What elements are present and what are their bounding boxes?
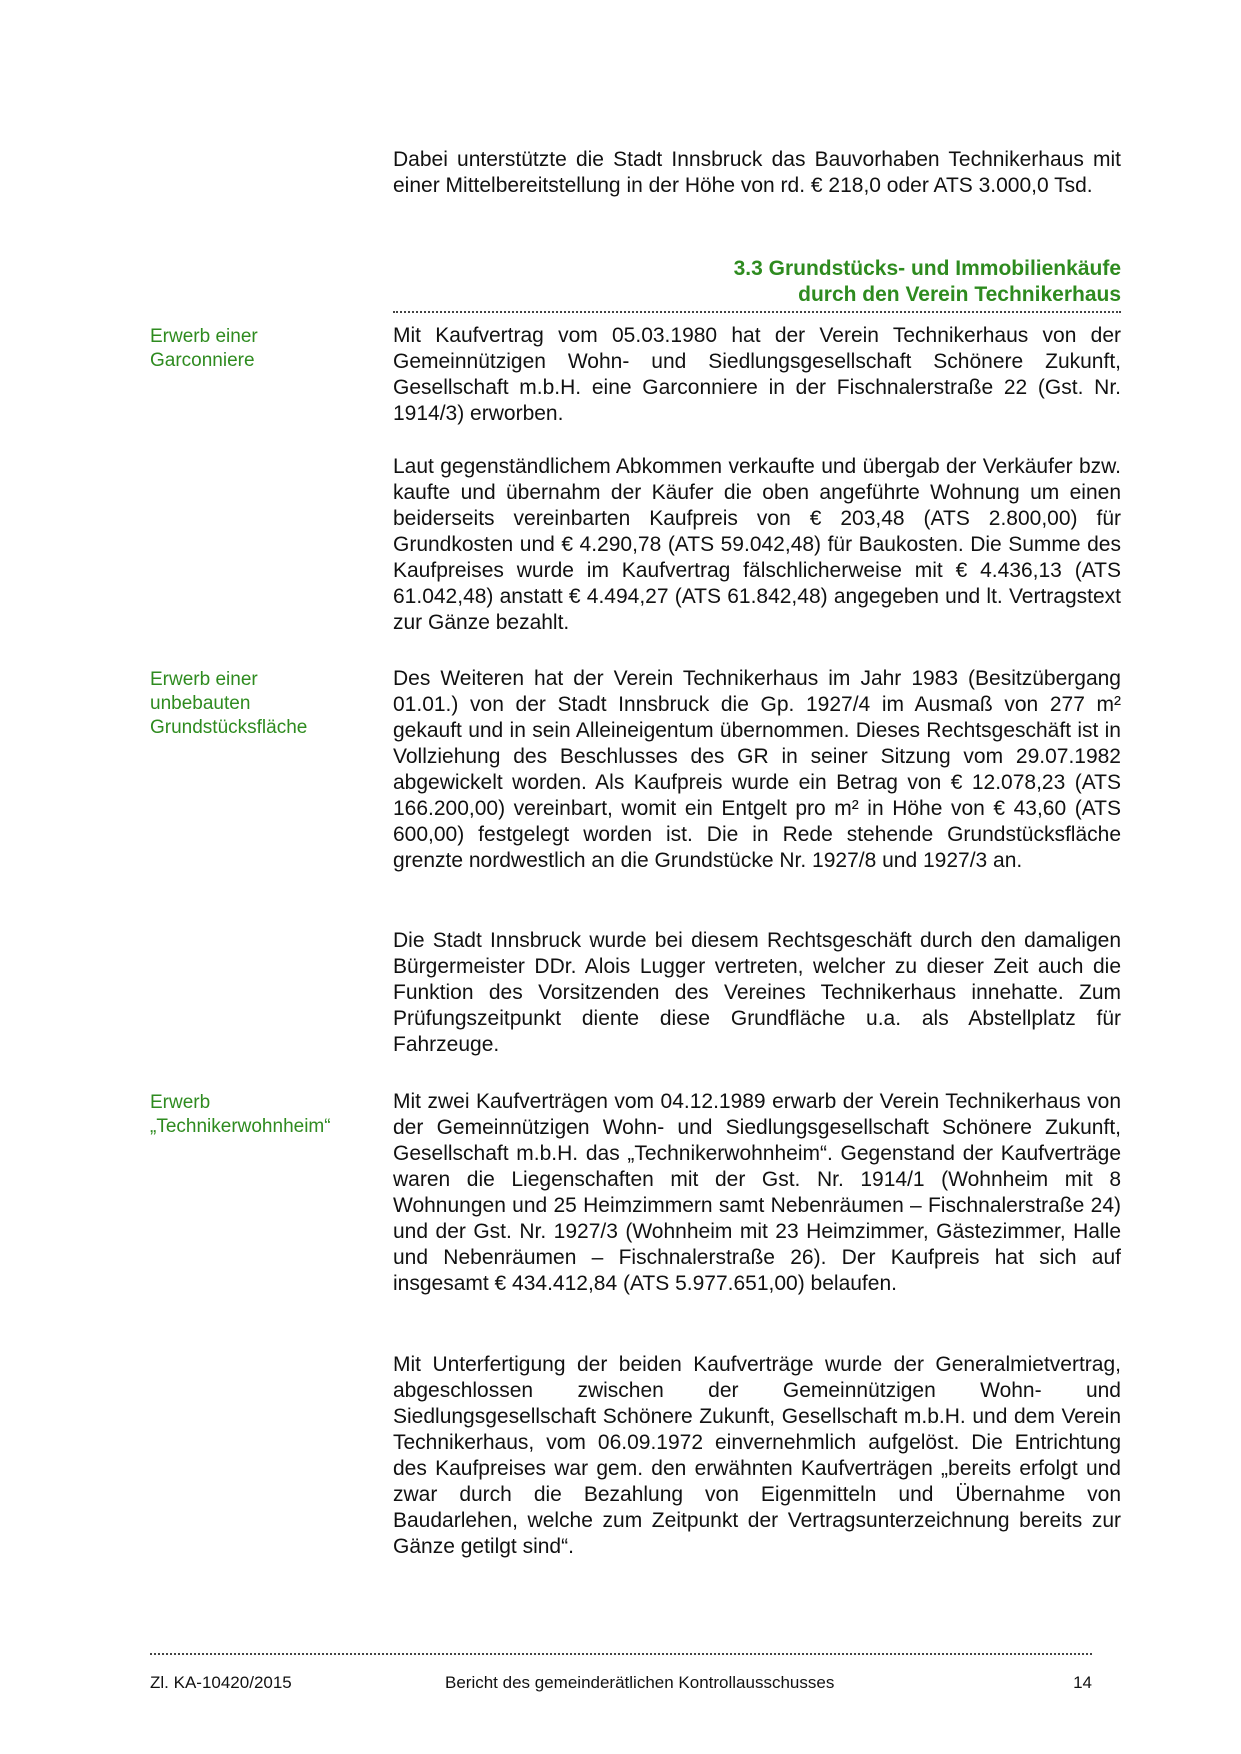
margin-note-technikerwohnheim: Erwerb „Technikerwohnheim“ — [150, 1092, 331, 1137]
section-heading-line-1: 3.3 Grundstücks- und Immobilienkäufe — [733, 257, 1121, 280]
section-heading — [393, 256, 1121, 308]
heading-divider — [393, 311, 1121, 313]
margin-note-unbuilt-plot: Erwerb einer unbebauten Grundstücksfläche — [150, 669, 308, 738]
paragraph-plot-purchase: Des Weiteren hat der Verein Technikerhaus im Jahr 1983 (Besitzübergang 01.01.) von der Stadt Innsbruck die Gp. 1927/4 im Ausmaß von 277 m² gekauft und in sein Alleineigentum übernommen. Dieses Rechtsgeschäft ist in Vollziehung des Beschlusses des GR in seiner Sitzung vom 29.07.1982 abgewickelt worden. Als Kaufpreis wurde ein Betrag von € 12.078,23 (ATS 166.200,00) vereinbart, womit ein Entgelt pro m² in Höhe von € 43,60 (ATS 600,00) festgelegt worden ist. Die in Rede stehende Grundstücksfläche grenzte nordwestlich an die Grundstücke Nr. 1927/8 und 1927/3 an. — [393, 667, 1121, 872]
footer-title: Bericht des gemeinderätlichen Kontrollausschusses — [445, 1673, 835, 1692]
paragraph-purchase-price: Laut gegenständlichem Abkommen verkaufte und übergab der Verkäufer bzw. kaufte und übernahm der Käufer die oben angeführte Wohnung um einen beiderseits vereinbarten Kaufpreis von € 203,48 (ATS 2.800,00) für Grundkosten und € 4.290,78 (ATS 59.042,48) für Baukosten. Die Summe des Kaufpreises wurde im Kaufvertrag fälschlicherweise mit € 4.436,13 (ATS 61.042,48) anstatt € 4.494,27 (ATS 61.842,48) angegeben und lt. Vertragstext zur Gänze bezahlt. — [393, 455, 1121, 634]
paragraph-mayor: Die Stadt Innsbruck wurde bei diesem Rechtsgeschäft durch den damaligen Bürgermeister DDr. Alois Lugger vertreten, welcher zu dieser Zeit auch die Funktion des Vorsitzenden des Vereines Technikerhaus innehatte. Zum Prüfungszeitpunkt diente diese Grundfläche u.a. als Abstellplatz für Fahrzeuge. — [393, 929, 1121, 1056]
page-number: 14 — [1073, 1673, 1092, 1692]
paragraph-lease-termination: Mit Unterfertigung der beiden Kaufverträge wurde der Generalmietvertrag, abgeschlossen zwischen der Gemeinnützigen Wohn- und Siedlungsgesellschaft Schönere Zukunft, Gesellschaft m.b.H. und dem Verein Technikerhaus, vom 06.09.1972 einvernehmlich aufgelöst. Die Entrichtung des Kaufpreises war gem. den erwähnten Kaufverträgen „bereits erfolgt und zwar durch die Bezahlung von Eigenmitteln und Übernahme von Baudarlehen, welche zum Zeitpunkt der Vertragsunterzeichnung bereits zur Gänze getilgt sind“. — [393, 1353, 1121, 1558]
margin-note-garconniere: Erwerb einer Garconniere — [150, 326, 258, 371]
paragraph-wohnheim-purchase: Mit zwei Kaufverträgen vom 04.12.1989 erwarb der Verein Technikerhaus von der Gemeinnützigen Wohn- und Siedlungsgesellschaft Schönere Zukunft, Gesellschaft m.b.H. das „Technikerwohnheim“. Gegenstand der Kaufverträge waren die Liegenschaften mit der Gst. Nr. 1914/1 (Wohnheim mit 8 Wohnungen und 25 Heimzimmern samt Nebenräumen – Fischnalerstraße 24) und der Gst. Nr. 1927/3 (Wohnheim mit 23 Heimzimmer, Gästezimmer, Halle und Nebenräumen – Fischnalerstraße 26). Der Kaufpreis hat sich auf insgesamt € 434.412,84 (ATS 5.977.651,00) belaufen. — [393, 1090, 1121, 1295]
paragraph-funding: Dabei unterstützte die Stadt Innsbruck das Bauvorhaben Technikerhaus mit einer Mittelbereitstellung in der Höhe von rd. € 218,0 oder ATS 3.000,0 Tsd. — [393, 148, 1121, 197]
section-heading-line-2: durch den Verein Technikerhaus — [798, 283, 1121, 306]
footer-divider — [150, 1653, 1092, 1655]
footer-reference: Zl. KA-10420/2015 — [150, 1673, 292, 1692]
page-footer — [150, 1671, 1092, 1695]
paragraph-garconniere-purchase: Mit Kaufvertrag vom 05.03.1980 hat der Verein Technikerhaus von der Gemeinnützigen Wohn- und Siedlungsgesellschaft Schönere Zukunft, Gesellschaft m.b.H. eine Garconniere in der Fischnalerstraße 22 (Gst. Nr. 1914/3) erworben. — [393, 324, 1121, 425]
